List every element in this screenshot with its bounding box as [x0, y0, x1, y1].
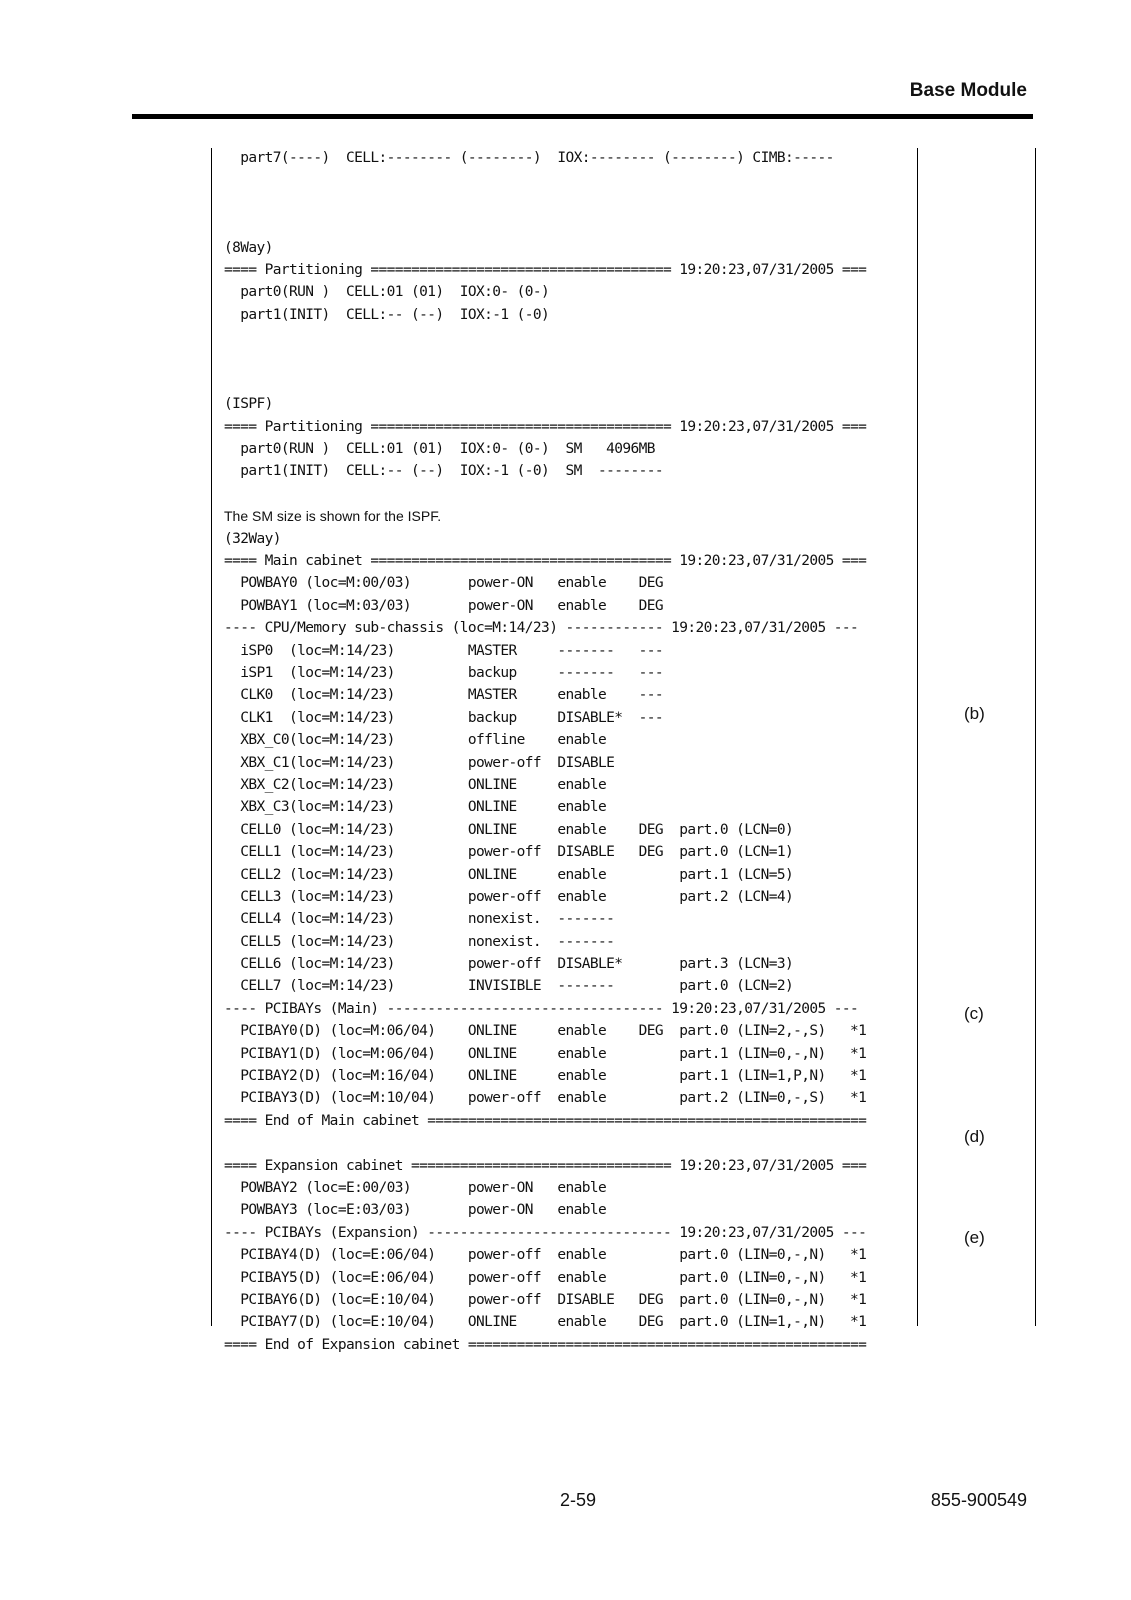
listing-line: XBX_C3(loc=M:14/23) ONLINE enable — [224, 799, 607, 816]
listing-line: CELL1 (loc=M:14/23) power-off DISABLE DEG part.0 (LCN=1) — [224, 844, 794, 861]
listing-line: CLK1 (loc=M:14/23) backup DISABLE* --- — [224, 709, 664, 726]
listing-line: (32Way) — [224, 530, 281, 547]
listing-line: (ISPF) — [224, 396, 273, 413]
listing-line: POWBAY3 (loc=E:03/03) power-ON enable — [224, 1202, 607, 1219]
listing-line: PCIBAY7(D) (loc=E:10/04) ONLINE enable DEG part.0 (LIN=1,-,N) *1 — [224, 1314, 867, 1331]
listing-line: CELL7 (loc=M:14/23) INVISIBLE ------- part.0 (LCN=2) — [224, 978, 794, 995]
listing-line: XBX_C2(loc=M:14/23) ONLINE enable — [224, 776, 607, 793]
listing-line: iSP1 (loc=M:14/23) backup ------- --- — [224, 664, 664, 681]
callout-c: (c) — [964, 1004, 984, 1023]
page-number: 2-59 — [560, 1490, 597, 1510]
margin-right-border — [1035, 148, 1036, 1326]
listing-line — [224, 349, 914, 371]
page-header-title: Base Module — [909, 80, 1027, 101]
listing-line: ==== End of Main cabinet ====================================================== — [224, 1112, 867, 1129]
listing-line: XBX_C0(loc=M:14/23) offline enable — [224, 732, 607, 749]
document-number: 855-900549 — [930, 1490, 1027, 1510]
listing-line: PCIBAY4(D) (loc=E:06/04) power-off enable part.0 (LIN=0,-,N) *1 — [224, 1247, 867, 1264]
box-right-border — [917, 148, 918, 1326]
separator-rule — [224, 483, 914, 505]
listing-line: ==== Expansion cabinet ================================ 19:20:23,07/31/2005 === — [224, 1157, 867, 1174]
listing-line: PCIBAY6(D) (loc=E:10/04) power-off DISABLE DEG part.0 (LIN=0,-,N) *1 — [224, 1291, 867, 1308]
listing-line: ==== Main cabinet ===================================== 19:20:23,07/31/2005 === — [224, 553, 867, 570]
listing-line: CLK0 (loc=M:14/23) MASTER enable --- — [224, 687, 664, 704]
separator-rule — [224, 326, 914, 348]
callout-d: (d) — [964, 1127, 985, 1146]
listing-line: CELL4 (loc=M:14/23) nonexist. ------- — [224, 911, 615, 928]
console-listing — [224, 147, 914, 1356]
listing-line: ==== End of Expansion cabinet ================================================= — [224, 1336, 867, 1353]
listing-line: PCIBAY3(D) (loc=M:10/04) power-off enable part.2 (LIN=0,-,S) *1 — [224, 1090, 867, 1107]
separator-rule — [224, 169, 914, 191]
listing-line: CELL3 (loc=M:14/23) power-off enable part.2 (LCN=4) — [224, 888, 794, 905]
listing-line: CELL5 (loc=M:14/23) nonexist. ------- — [224, 933, 615, 950]
listing-line: part1(INIT) CELL:-- (--) IOX:-1 (-0) SM -------- — [224, 463, 664, 480]
listing-line: ==== Partitioning ===================================== 19:20:23,07/31/2005 === — [224, 261, 867, 278]
listing-line: PCIBAY1(D) (loc=M:06/04) ONLINE enable part.1 (LIN=0,-,N) *1 — [224, 1045, 867, 1062]
listing-line: ---- CPU/Memory sub-chassis (loc=M:14/23) ------------ 19:20:23,07/31/2005 --- — [224, 620, 859, 637]
callout-e: (e) — [964, 1228, 985, 1247]
listing-line: POWBAY2 (loc=E:00/03) power-ON enable — [224, 1179, 607, 1196]
sm-size-note: The SM size is shown for the ISPF. — [224, 508, 442, 525]
listing-line: PCIBAY0(D) (loc=M:06/04) ONLINE enable DEG part.0 (LIN=2,-,S) *1 — [224, 1023, 867, 1040]
listing-line: part0(RUN ) CELL:01 (01) IOX:0- (0-) SM 4096MB — [224, 441, 655, 458]
callout-b: (b) — [964, 704, 985, 723]
listing-line — [224, 371, 914, 393]
listing-line: ---- PCIBAYs (Main) ---------------------------------- 19:20:23,07/31/2005 --- — [224, 1000, 859, 1017]
listing-line: CELL2 (loc=M:14/23) ONLINE enable part.1 (LCN=5) — [224, 866, 794, 883]
listing-line: POWBAY1 (loc=M:03/03) power-ON enable DEG — [224, 597, 664, 614]
listing-line: PCIBAY5(D) (loc=E:06/04) power-off enable part.0 (LIN=0,-,N) *1 — [224, 1269, 867, 1286]
listing-line: part7(----) CELL:-------- (--------) IOX:-------- (--------) CIMB:----- — [224, 150, 834, 166]
listing-line — [224, 214, 914, 236]
listing-line: ==== Partitioning ===================================== 19:20:23,07/31/2005 === — [224, 418, 867, 435]
listing-line: CELL6 (loc=M:14/23) power-off DISABLE* part.3 (LCN=3) — [224, 956, 794, 973]
listing-line: part1(INIT) CELL:-- (--) IOX:-1 (-0) — [224, 306, 550, 323]
listing-line: CELL0 (loc=M:14/23) ONLINE enable DEG part.0 (LCN=0) — [224, 821, 794, 838]
listing-line: PCIBAY2(D) (loc=M:16/04) ONLINE enable part.1 (LIN=1,P,N) *1 — [224, 1068, 867, 1085]
listing-line: iSP0 (loc=M:14/23) MASTER ------- --- — [224, 642, 664, 659]
listing-line — [224, 1132, 914, 1154]
listing-line: XBX_C1(loc=M:14/23) power-off DISABLE — [224, 754, 615, 771]
box-left-border — [211, 148, 212, 1326]
listing-line: POWBAY0 (loc=M:00/03) power-ON enable DEG — [224, 575, 664, 592]
listing-line: ---- PCIBAYs (Expansion) ------------------------------ 19:20:23,07/31/2005 --- — [224, 1224, 867, 1241]
listing-line: (8Way) — [224, 239, 273, 256]
listing-line: part0(RUN ) CELL:01 (01) IOX:0- (0-) — [224, 284, 550, 301]
listing-line — [224, 192, 914, 214]
header-rule — [132, 114, 1033, 119]
